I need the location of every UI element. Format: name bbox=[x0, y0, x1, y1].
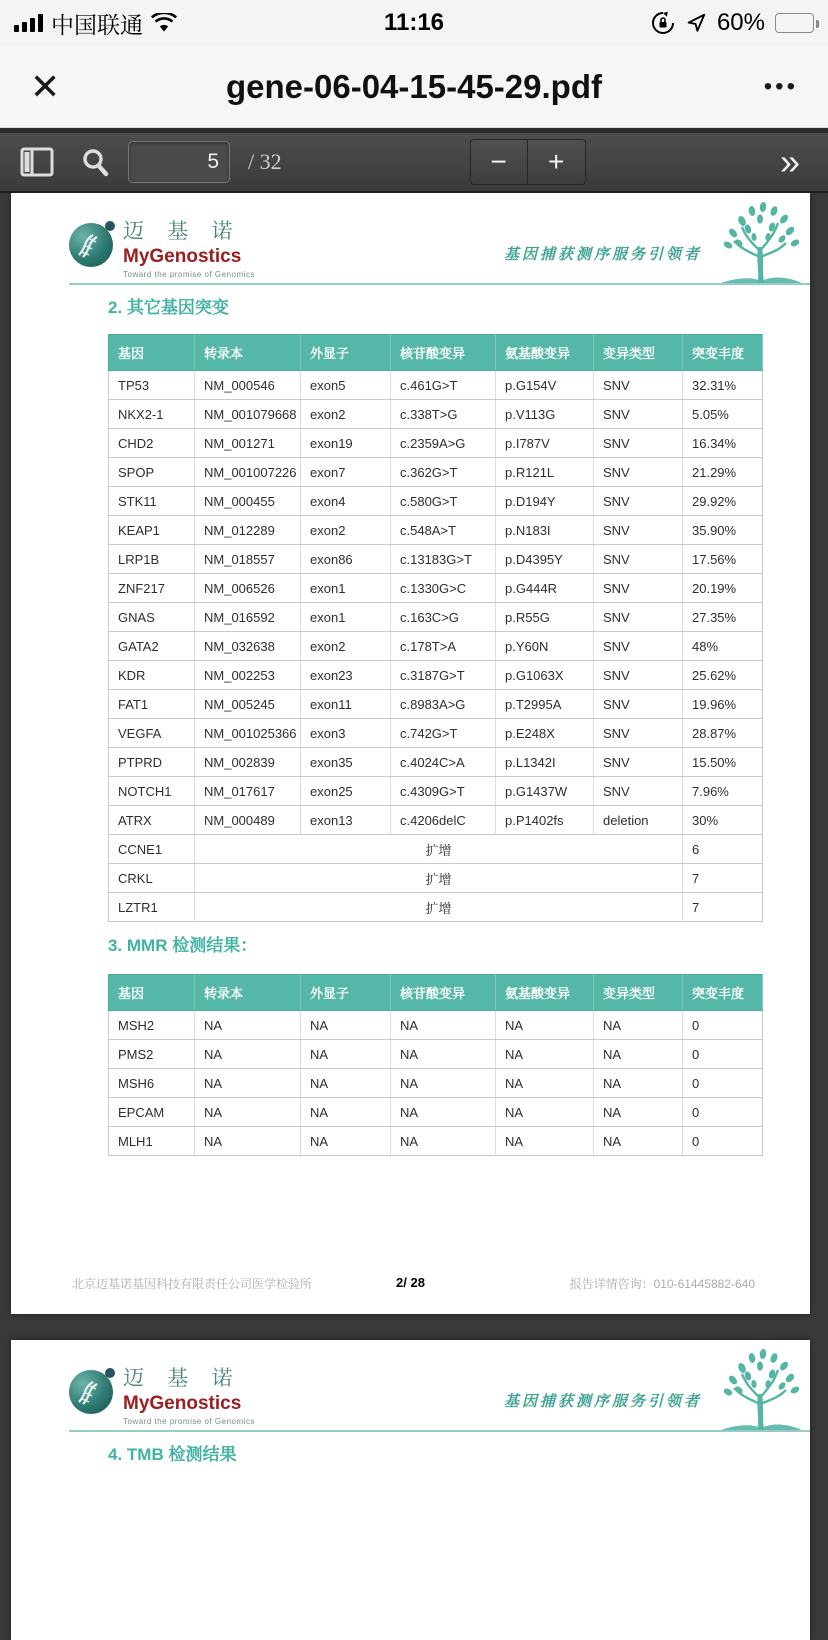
table-cell: 15.50% bbox=[683, 748, 763, 777]
table-cell: NOTCH1 bbox=[109, 777, 195, 806]
table-cell: STK11 bbox=[109, 487, 195, 516]
table-cell: 32.31% bbox=[683, 371, 763, 400]
table-cell: p.D194Y bbox=[496, 487, 594, 516]
table-cell: deletion bbox=[594, 806, 683, 835]
zoom-in-button[interactable]: + bbox=[528, 139, 586, 185]
table-cell: exon19 bbox=[301, 429, 391, 458]
table-cell: NA bbox=[391, 1098, 496, 1127]
table-cell: NA bbox=[195, 1040, 301, 1069]
table-row bbox=[109, 487, 763, 516]
close-button[interactable]: ✕ bbox=[30, 65, 61, 107]
table-cell: 25.62% bbox=[683, 661, 763, 690]
table-cell: MLH1 bbox=[109, 1127, 195, 1156]
table-row bbox=[109, 603, 763, 632]
table-cell: p.G444R bbox=[496, 574, 594, 603]
table-cell: NA bbox=[301, 1011, 391, 1040]
table-cell: SNV bbox=[594, 429, 683, 458]
table-row bbox=[109, 371, 763, 400]
table-cell: exon2 bbox=[301, 516, 391, 545]
section-4-title: 4. TMB 检测结果 bbox=[108, 1445, 237, 1464]
table-cell: NM_005245 bbox=[195, 690, 301, 719]
table-cell: NA bbox=[195, 1011, 301, 1040]
table-cell: GATA2 bbox=[109, 632, 195, 661]
table-cell: NA bbox=[496, 1098, 594, 1127]
table-cell: exon3 bbox=[301, 719, 391, 748]
header-slogan: 基因捕获测序服务引领者 bbox=[503, 247, 702, 263]
table-row bbox=[109, 1127, 763, 1156]
table-cell: p.G1063X bbox=[496, 661, 594, 690]
value-cell: 7 bbox=[683, 864, 763, 893]
mutation-table bbox=[108, 334, 763, 922]
logo-english-name: MyGenostics bbox=[123, 246, 242, 267]
table-row bbox=[109, 545, 763, 574]
table-row bbox=[109, 864, 763, 893]
table-cell: NM_001079668 bbox=[195, 400, 301, 429]
table-cell: KDR bbox=[109, 661, 195, 690]
table-row bbox=[109, 632, 763, 661]
table-cell: exon5 bbox=[301, 371, 391, 400]
table-cell: TP53 bbox=[109, 371, 195, 400]
table-cell: exon86 bbox=[301, 545, 391, 574]
table-cell: MSH2 bbox=[109, 1011, 195, 1040]
table-cell: VEGFA bbox=[109, 719, 195, 748]
table-cell: SNV bbox=[594, 400, 683, 429]
table-row bbox=[109, 574, 763, 603]
table-cell: 17.56% bbox=[683, 545, 763, 574]
table-cell: SNV bbox=[594, 516, 683, 545]
column-header: 外显子 bbox=[301, 975, 391, 1011]
table-cell: NA bbox=[301, 1040, 391, 1069]
table-cell: c.548A>T bbox=[391, 516, 496, 545]
table-row bbox=[109, 1040, 763, 1069]
document-title: gene-06-04-15-45-29.pdf bbox=[226, 67, 602, 105]
table-cell: SNV bbox=[594, 371, 683, 400]
table-cell: c.163C>G bbox=[391, 603, 496, 632]
table-cell: c.1330G>C bbox=[391, 574, 496, 603]
battery-icon bbox=[775, 13, 814, 33]
table-cell: NA bbox=[594, 1098, 683, 1127]
column-header: 基因 bbox=[109, 335, 195, 371]
table-cell: c.362G>T bbox=[391, 458, 496, 487]
table-cell: SNV bbox=[594, 458, 683, 487]
table-cell: exon11 bbox=[301, 690, 391, 719]
table-row bbox=[109, 458, 763, 487]
table-row bbox=[109, 893, 763, 922]
header-slogan: 基因捕获测序服务引领者 bbox=[503, 1394, 702, 1410]
value-cell: 6 bbox=[683, 835, 763, 864]
table-cell: 20.19% bbox=[683, 574, 763, 603]
table-cell: p.G1437W bbox=[496, 777, 594, 806]
table-cell: NA bbox=[496, 1069, 594, 1098]
status-bar bbox=[0, 0, 828, 46]
logo-tagline: Toward the promise of Genomics bbox=[123, 270, 255, 279]
table-cell: exon25 bbox=[301, 777, 391, 806]
mygenostics-logo bbox=[69, 1362, 255, 1426]
gene-cell: LZTR1 bbox=[109, 893, 195, 922]
table-row bbox=[109, 516, 763, 545]
document-title-bar bbox=[0, 46, 828, 128]
table-cell: exon13 bbox=[301, 806, 391, 835]
table-cell: SNV bbox=[594, 574, 683, 603]
table-cell: SNV bbox=[594, 690, 683, 719]
table-cell: c.742G>T bbox=[391, 719, 496, 748]
table-cell: NA bbox=[195, 1069, 301, 1098]
more-menu-button[interactable]: ••• bbox=[763, 72, 798, 100]
table-cell: exon1 bbox=[301, 574, 391, 603]
table-header-row bbox=[109, 335, 763, 371]
toolbar-overflow-button[interactable]: » bbox=[779, 141, 800, 182]
column-header: 变异类型 bbox=[594, 335, 683, 371]
table-cell: NA bbox=[301, 1098, 391, 1127]
table-cell: c.4206delC bbox=[391, 806, 496, 835]
table-cell: NA bbox=[496, 1127, 594, 1156]
clock: 11:16 bbox=[383, 9, 445, 36]
table-cell: NM_000546 bbox=[195, 371, 301, 400]
table-cell: NA bbox=[301, 1127, 391, 1156]
mygenostics-logo bbox=[69, 215, 255, 279]
table-cell: c.461G>T bbox=[391, 371, 496, 400]
table-cell: c.178T>A bbox=[391, 632, 496, 661]
table-cell: 0 bbox=[683, 1098, 763, 1127]
table-cell: PMS2 bbox=[109, 1040, 195, 1069]
table-cell: NM_032638 bbox=[195, 632, 301, 661]
table-row bbox=[109, 1011, 763, 1040]
table-cell: EPCAM bbox=[109, 1098, 195, 1127]
table-cell: p.L1342I bbox=[496, 748, 594, 777]
table-cell: NM_012289 bbox=[195, 516, 301, 545]
column-header: 氨基酸变异 bbox=[496, 975, 594, 1011]
table-cell: exon23 bbox=[301, 661, 391, 690]
sidebar-toggle-icon[interactable] bbox=[20, 147, 54, 177]
table-cell: NA bbox=[594, 1127, 683, 1156]
table-cell: NM_016592 bbox=[195, 603, 301, 632]
tree-icon bbox=[718, 201, 804, 290]
table-cell: NA bbox=[301, 1069, 391, 1098]
battery-percent-label: 60% bbox=[716, 9, 765, 36]
pdf-page-2 bbox=[11, 1340, 810, 1640]
table-cell: NM_018557 bbox=[195, 545, 301, 574]
table-cell: p.R55G bbox=[496, 603, 594, 632]
table-row bbox=[109, 400, 763, 429]
table-row bbox=[109, 777, 763, 806]
table-cell: c.2359A>G bbox=[391, 429, 496, 458]
table-cell: ZNF217 bbox=[109, 574, 195, 603]
table-row bbox=[109, 690, 763, 719]
table-cell: GNAS bbox=[109, 603, 195, 632]
table-cell: p.Y60N bbox=[496, 632, 594, 661]
table-cell: CHD2 bbox=[109, 429, 195, 458]
table-cell: SNV bbox=[594, 632, 683, 661]
table-cell: 16.34% bbox=[683, 429, 763, 458]
table-cell: c.13183G>T bbox=[391, 545, 496, 574]
table-header-row bbox=[109, 975, 763, 1011]
table-cell: NM_017617 bbox=[195, 777, 301, 806]
table-cell: SNV bbox=[594, 748, 683, 777]
table-cell: SNV bbox=[594, 603, 683, 632]
pdf-page-1 bbox=[11, 193, 810, 1314]
section-2-title: 2. 其它基因突变 bbox=[108, 298, 229, 317]
header-divider bbox=[69, 283, 810, 285]
logo-chinese-name: 迈 基 诺 bbox=[123, 219, 242, 243]
table-cell: p.R121L bbox=[496, 458, 594, 487]
table-cell: NM_000455 bbox=[195, 487, 301, 516]
globe-dna-icon bbox=[69, 223, 113, 267]
table-cell: c.4024C>A bbox=[391, 748, 496, 777]
table-cell: NA bbox=[391, 1011, 496, 1040]
table-cell: c.580G>T bbox=[391, 487, 496, 516]
table-cell: NM_002253 bbox=[195, 661, 301, 690]
table-cell: 0 bbox=[683, 1040, 763, 1069]
tree-icon bbox=[718, 1348, 804, 1437]
column-header: 转录本 bbox=[195, 335, 301, 371]
table-cell: ATRX bbox=[109, 806, 195, 835]
page-count-label: / 32 bbox=[248, 149, 282, 174]
table-cell: NA bbox=[195, 1098, 301, 1127]
table-row bbox=[109, 429, 763, 458]
column-header: 突变丰度 bbox=[683, 975, 763, 1011]
orientation-lock-icon bbox=[651, 11, 675, 35]
table-cell: NA bbox=[594, 1011, 683, 1040]
column-header: 核苷酸变异 bbox=[391, 335, 496, 371]
table-cell: exon1 bbox=[301, 603, 391, 632]
search-icon[interactable] bbox=[80, 147, 110, 177]
table-cell: p.T2995A bbox=[496, 690, 594, 719]
table-cell: exon2 bbox=[301, 632, 391, 661]
table-cell: 0 bbox=[683, 1069, 763, 1098]
table-cell: LRP1B bbox=[109, 545, 195, 574]
table-cell: 35.90% bbox=[683, 516, 763, 545]
table-cell: 5.05% bbox=[683, 400, 763, 429]
table-cell: NA bbox=[496, 1040, 594, 1069]
table-cell: 21.29% bbox=[683, 458, 763, 487]
table-cell: 48% bbox=[683, 632, 763, 661]
column-header: 变异类型 bbox=[594, 975, 683, 1011]
table-cell: NM_001007226 bbox=[195, 458, 301, 487]
table-cell: 0 bbox=[683, 1011, 763, 1040]
table-cell: c.3187G>T bbox=[391, 661, 496, 690]
column-header: 氨基酸变异 bbox=[496, 335, 594, 371]
table-cell: NA bbox=[594, 1069, 683, 1098]
value-cell: 7 bbox=[683, 893, 763, 922]
table-cell: NA bbox=[391, 1069, 496, 1098]
amplification-cell: 扩增 bbox=[195, 864, 683, 893]
table-cell: 28.87% bbox=[683, 719, 763, 748]
report-footer bbox=[11, 1275, 810, 1299]
table-row bbox=[109, 719, 763, 748]
logo-chinese-name: 迈 基 诺 bbox=[123, 1366, 242, 1390]
table-cell: 27.35% bbox=[683, 603, 763, 632]
amplification-cell: 扩增 bbox=[195, 893, 683, 922]
table-cell: NM_006526 bbox=[195, 574, 301, 603]
column-header: 转录本 bbox=[195, 975, 301, 1011]
table-cell: NM_001025366 bbox=[195, 719, 301, 748]
table-row bbox=[109, 806, 763, 835]
page-number-input[interactable] bbox=[128, 141, 230, 183]
table-cell: c.8983A>G bbox=[391, 690, 496, 719]
table-row bbox=[109, 1069, 763, 1098]
gene-cell: CCNE1 bbox=[109, 835, 195, 864]
table-row bbox=[109, 748, 763, 777]
column-header: 核苷酸变异 bbox=[391, 975, 496, 1011]
carrier-label: 中国联通 bbox=[51, 11, 143, 38]
table-cell: p.D4395Y bbox=[496, 545, 594, 574]
table-row bbox=[109, 661, 763, 690]
pdf-toolbar bbox=[0, 128, 828, 193]
table-cell: NA bbox=[391, 1127, 496, 1156]
table-cell: 19.96% bbox=[683, 690, 763, 719]
table-cell: PTPRD bbox=[109, 748, 195, 777]
table-cell: exon35 bbox=[301, 748, 391, 777]
column-header: 外显子 bbox=[301, 335, 391, 371]
table-cell: SNV bbox=[594, 545, 683, 574]
table-cell: SNV bbox=[594, 487, 683, 516]
table-cell: NM_001271 bbox=[195, 429, 301, 458]
table-cell: 30% bbox=[683, 806, 763, 835]
report-header bbox=[11, 1340, 810, 1432]
section-3-title: 3. MMR 检测结果： bbox=[108, 936, 258, 955]
footer-page-number: 2/ 28 bbox=[396, 1275, 425, 1290]
table-cell: SNV bbox=[594, 719, 683, 748]
location-arrow-icon bbox=[685, 12, 707, 34]
table-cell: SNV bbox=[594, 777, 683, 806]
table-cell: c.4309G>T bbox=[391, 777, 496, 806]
logo-english-name: MyGenostics bbox=[123, 1393, 242, 1414]
table-row bbox=[109, 1098, 763, 1127]
footer-company: 北京迈基诺基因科技有限责任公司医学检验所 bbox=[72, 1277, 313, 1291]
table-cell: MSH6 bbox=[109, 1069, 195, 1098]
table-cell: p.G154V bbox=[496, 371, 594, 400]
table-cell: KEAP1 bbox=[109, 516, 195, 545]
table-cell: 0 bbox=[683, 1127, 763, 1156]
gene-cell: CRKL bbox=[109, 864, 195, 893]
pdf-viewer-canvas[interactable] bbox=[0, 193, 828, 1472]
table-cell: NA bbox=[195, 1127, 301, 1156]
table-cell: NA bbox=[391, 1040, 496, 1069]
table-cell: c.338T>G bbox=[391, 400, 496, 429]
table-cell: NM_002839 bbox=[195, 748, 301, 777]
table-cell: 29.92% bbox=[683, 487, 763, 516]
table-cell: p.V113G bbox=[496, 400, 594, 429]
globe-dna-icon bbox=[69, 1370, 113, 1414]
logo-tagline: Toward the promise of Genomics bbox=[123, 1417, 255, 1426]
footer-contact: 报告详情咨询：010-61445882-640 bbox=[569, 1277, 755, 1291]
table-cell: SNV bbox=[594, 661, 683, 690]
table-cell: p.N183I bbox=[496, 516, 594, 545]
mmr-table bbox=[108, 974, 763, 1156]
table-cell: exon2 bbox=[301, 400, 391, 429]
table-cell: exon7 bbox=[301, 458, 391, 487]
report-header bbox=[11, 193, 810, 285]
table-cell: NA bbox=[496, 1011, 594, 1040]
table-cell: p.E248X bbox=[496, 719, 594, 748]
table-cell: p.P1402fs bbox=[496, 806, 594, 835]
table-cell: SPOP bbox=[109, 458, 195, 487]
table-cell: NM_000489 bbox=[195, 806, 301, 835]
table-cell: p.I787V bbox=[496, 429, 594, 458]
table-cell: exon4 bbox=[301, 487, 391, 516]
table-cell: FAT1 bbox=[109, 690, 195, 719]
column-header: 基因 bbox=[109, 975, 195, 1011]
table-cell: 7.96% bbox=[683, 777, 763, 806]
amplification-cell: 扩增 bbox=[195, 835, 683, 864]
table-cell: NKX2-1 bbox=[109, 400, 195, 429]
column-header: 突变丰度 bbox=[683, 335, 763, 371]
zoom-out-button[interactable]: − bbox=[470, 139, 528, 185]
header-divider bbox=[69, 1430, 810, 1432]
table-cell: NA bbox=[594, 1040, 683, 1069]
table-row bbox=[109, 835, 763, 864]
